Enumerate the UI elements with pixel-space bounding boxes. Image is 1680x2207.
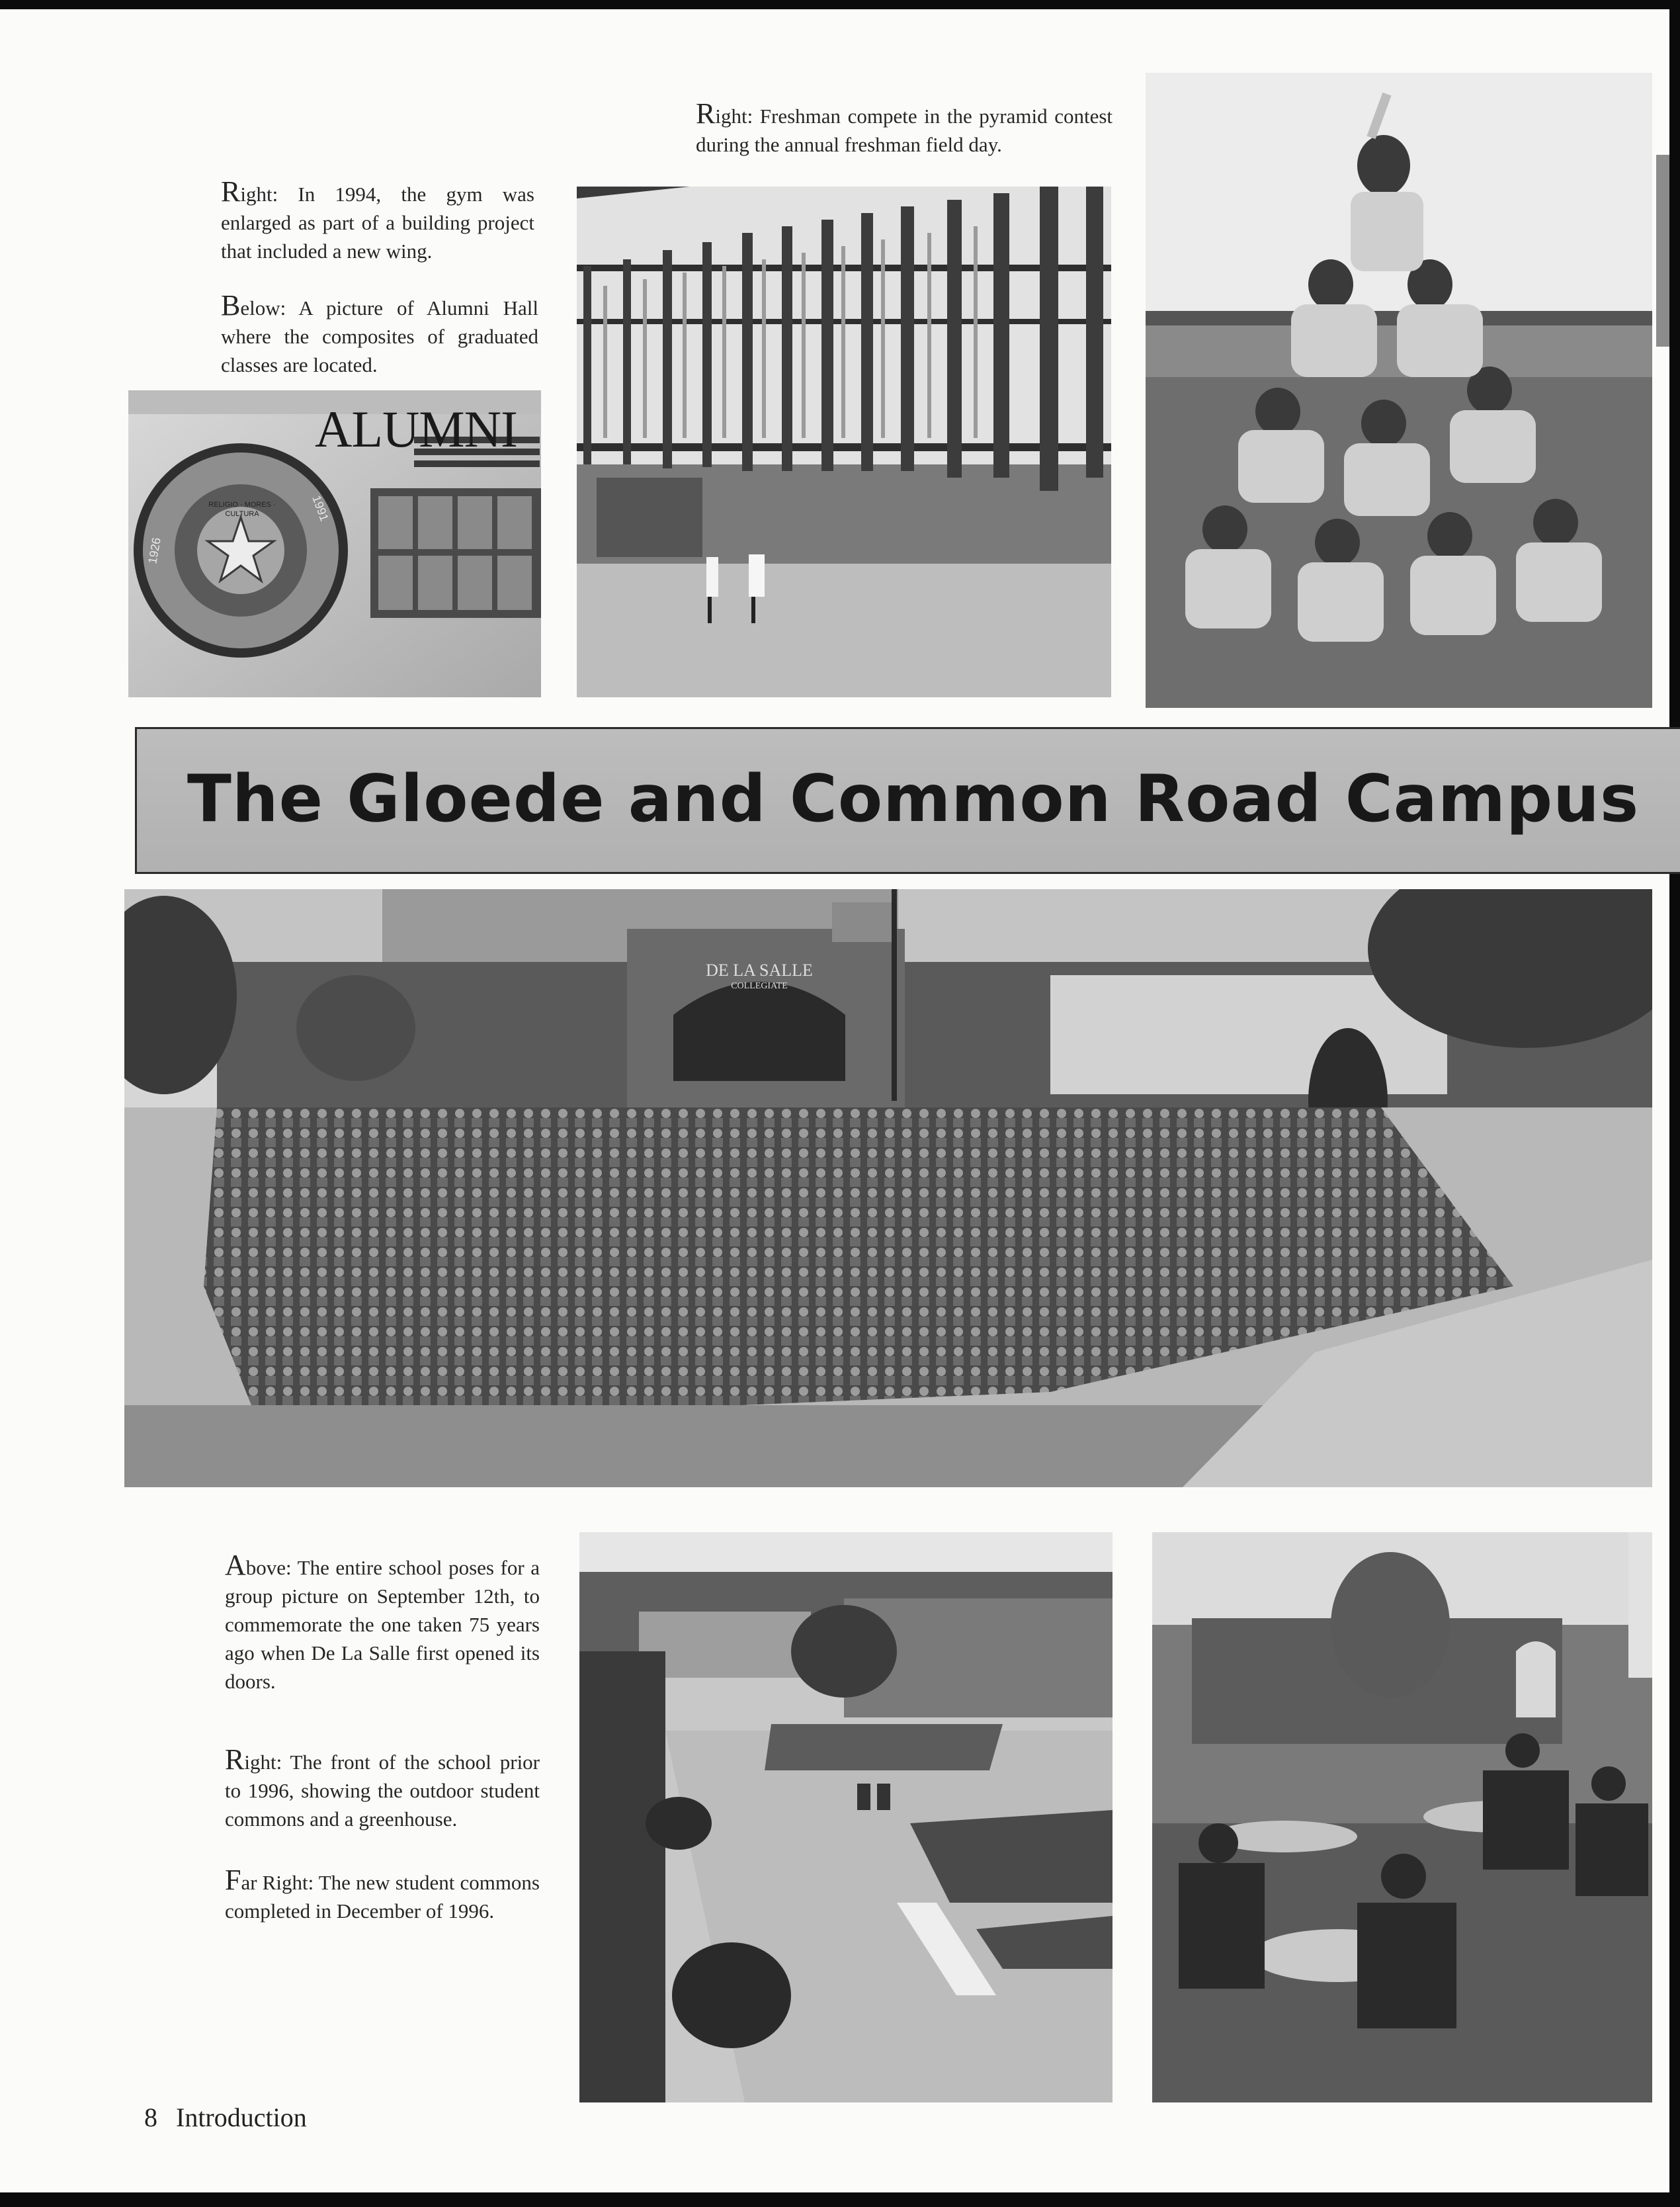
seal-year-left: 1926: [146, 536, 163, 565]
caption-text: elow: A picture of Alumni Hall where the composites of graduated classes are located.: [221, 296, 538, 376]
entrance-sign: [683, 961, 835, 992]
banner-title: The Gloede and Common Road Campus: [187, 761, 1640, 837]
caption-gym: [221, 177, 534, 265]
alumni-sign-text: ALUMNI: [315, 400, 517, 458]
caption-text: ight: The front of the school prior to 1996, showing the outdoor student commons and a greenhouse.: [225, 1751, 540, 1831]
caption-commons: [225, 1866, 540, 1925]
caption-alumni: [221, 291, 538, 379]
page-edge-tab: [1656, 155, 1669, 347]
yearbook-page: [0, 9, 1669, 2192]
caption-text: bove: The entire school poses for a group picture on September 12th, to commemorate the one taken 75 years ago when De La Salle first opened its doors.: [225, 1556, 540, 1693]
entrance-sign-line-2: COLLEGIATE: [731, 981, 788, 991]
pyramid-contest-photo: [1146, 73, 1652, 708]
caption-text: ight: In 1994, the gym was enlarged as part of a building project that included a new wing.: [221, 183, 534, 263]
caption-front: [225, 1745, 540, 1833]
seal-motto: RELIGIO · MORES · CULTURA: [208, 501, 276, 518]
seal-year-right: 1991: [310, 494, 331, 523]
whole-school-photo: [124, 889, 1652, 1487]
seal-ring-text: [155, 430, 194, 431]
section-name: Introduction: [176, 2102, 307, 2132]
gym-construction-photo: [577, 187, 1111, 697]
caption-initial: F: [225, 1864, 241, 1896]
page-number: 8: [144, 2102, 157, 2132]
caption-initial: A: [225, 1549, 246, 1581]
section-banner: [135, 727, 1680, 874]
alumni-hall-photo: [128, 390, 541, 697]
page-folio: [144, 2101, 307, 2134]
caption-initial: B: [221, 289, 241, 322]
caption-initial: R: [225, 1743, 245, 1776]
caption-pyramid: [696, 99, 1113, 159]
caption-initial: R: [221, 175, 241, 208]
entrance-sign-line-1: DE LA SALLE: [706, 961, 813, 980]
caption-initial: R: [696, 97, 716, 130]
student-commons-photo: [1152, 1532, 1652, 2102]
caption-text: ight: Freshman compete in the pyramid contest during the annual freshman field day.: [696, 105, 1113, 156]
caption-text: ar Right: The new student commons completed in December of 1996.: [225, 1871, 540, 1923]
caption-school: [225, 1551, 540, 1696]
outdoor-commons-photo: [579, 1532, 1113, 2102]
